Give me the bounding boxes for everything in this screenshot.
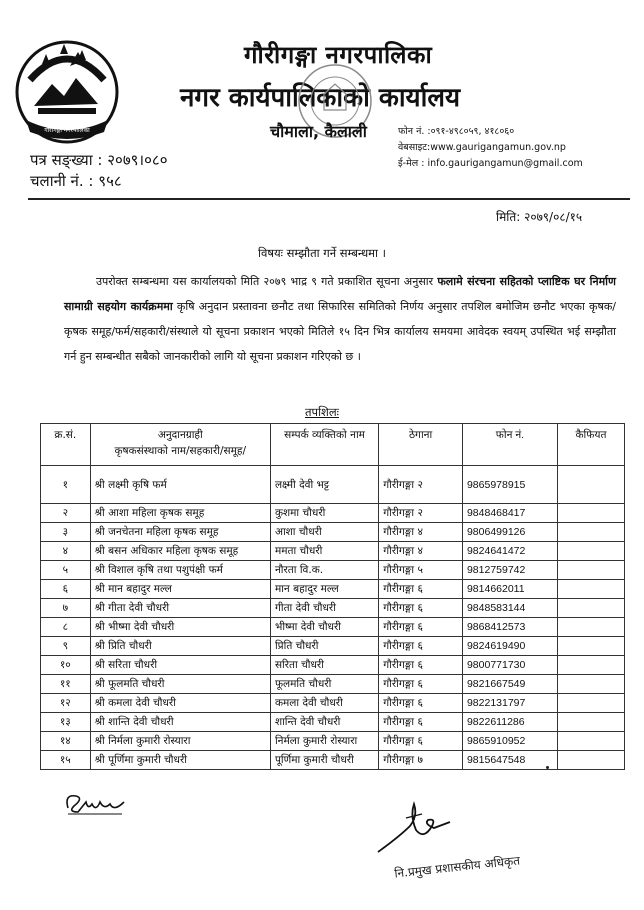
cell-sn: ४ [41, 542, 91, 561]
cell-contact: गीता देवी चौधरी [270, 599, 378, 618]
office-location: चौमाला, कैलाली [270, 122, 367, 141]
cell-phone: 9868412573 [462, 618, 557, 637]
cell-remarks [557, 713, 624, 732]
table-row [41, 580, 625, 599]
cell-name: श्री विशाल कृषि तथा पशुपंक्षी फर्म [90, 561, 270, 580]
cell-address: गौरीगङ्गा ६ [379, 675, 463, 694]
letter-no-value: २०७९।०८० [107, 151, 168, 169]
cell-name: श्री आशा महिला कृषक समूह [90, 504, 270, 523]
letter-body [64, 269, 616, 369]
body-text-part2: कृषि अनुदान प्रस्तावना छनौट तथा सिफारिस समितिको निर्णय अनुसार तपशिल बमोजिम छनौट भएका कृषक/कृषक समूह/फर्म/सहकारी/संस्थाले यो सूचना प्रकाशन भएको मितिले १५ दिन भित्र कार्यालय समयमा आवेदक स्वयम् उपस्थित भई सम्झौता गर्न हुन सम्बन्धीत सबैको जानकारीको लागि यो सूचना प्रकाशन गरिएको छ । [64, 300, 616, 363]
body-text-bold: फलामे संरचना सहितको प्लाष्टिक घर निर्माण सामाग्री सहयोग कार्यक्रममा [64, 275, 616, 313]
website-link[interactable]: वेबसाइट:www.gaurigangamun.gov.np [398, 142, 566, 153]
cell-sn: १३ [41, 713, 91, 732]
cell-sn: ७ [41, 599, 91, 618]
cell-remarks [557, 561, 624, 580]
letter-date: मिति: २०७९/०८/१५ [496, 210, 583, 224]
cell-remarks [557, 675, 624, 694]
email-link[interactable]: ई-मेल : info.gaurigangamun@gmail.com [398, 158, 583, 169]
cell-contact: आशा चौधरी [270, 523, 378, 542]
cell-name: श्री जनचेतना महिला कृषक समूह [90, 523, 270, 542]
cell-sn: १५ [41, 751, 91, 770]
cell-phone: 9821667549 [462, 675, 557, 694]
cell-name: श्री शान्ति देवी चौधरी [90, 713, 270, 732]
col-header-sn: क्र.सं. [41, 424, 91, 466]
cell-sn: ११ [41, 675, 91, 694]
cell-remarks [557, 523, 624, 542]
cell-name: श्री कमला देवी चौधरी [90, 694, 270, 713]
cell-address: गौरीगङ्गा ६ [379, 694, 463, 713]
cell-contact: कमला देवी चौधरी [270, 694, 378, 713]
cell-address: गौरीगङ्गा ५ [379, 561, 463, 580]
body-text-part1: उपरोक्त सम्बन्धमा यस कार्यालयको मिति २०७९ भाद्र ९ गते प्रकाशित सूचना अनुसार [96, 275, 438, 288]
cell-phone: 9815647548 [462, 751, 557, 770]
cell-address: गौरीगङ्गा ६ [379, 713, 463, 732]
table-row [41, 523, 625, 542]
cell-address: गौरीगङ्गा २ [379, 504, 463, 523]
emblem-ribbon-text: गौरीगङ्गा नगरपालिका [44, 127, 90, 134]
table-row [41, 656, 625, 675]
handwritten-signature-officer [370, 796, 458, 858]
cell-remarks [557, 580, 624, 599]
col-header-phone: फोन नं. [462, 424, 557, 466]
cell-contact: निर्मला कुमारी रोस्यारा [270, 732, 378, 751]
cell-name: श्री गीता देवी चौधरी [90, 599, 270, 618]
cell-remarks [557, 599, 624, 618]
table-row [41, 732, 625, 751]
cell-phone: 9824641472 [462, 542, 557, 561]
cell-name: श्री मान बहादुर मल्ल [90, 580, 270, 599]
cell-address: गौरीगङ्गा ४ [379, 523, 463, 542]
cell-contact: लक्ष्मी देवी भट्ट [270, 466, 378, 504]
cell-remarks [557, 504, 624, 523]
handwritten-signature-left [62, 790, 132, 820]
cell-address: गौरीगङ्गा ६ [379, 599, 463, 618]
cell-phone: 9800771730 [462, 656, 557, 675]
phone-number: फोन नं. :०९१-४९८०५९, ४१८०६० [398, 126, 515, 137]
cell-contact: भीष्मा देवी चौधरी [270, 618, 378, 637]
cell-remarks [557, 656, 624, 675]
cell-name: श्री प्रिति चौधरी [90, 637, 270, 656]
cell-phone: 9812759742 [462, 561, 557, 580]
table-row [41, 599, 625, 618]
cell-address: गौरीगङ्गा ७ [379, 751, 463, 770]
cell-phone: 9865910952 [462, 732, 557, 751]
cell-phone: 9848583144 [462, 599, 557, 618]
cell-contact: सरिता चौधरी [270, 656, 378, 675]
cell-sn: १० [41, 656, 91, 675]
cell-address: गौरीगङ्गा ६ [379, 732, 463, 751]
col-header-remarks: कैफियत [557, 424, 624, 466]
table-row [41, 618, 625, 637]
cell-remarks [557, 637, 624, 656]
cell-sn: ५ [41, 561, 91, 580]
col-header-name-line2: कृषकसंस्थाको नाम/सहकारी/समूह/ [114, 445, 247, 457]
nepal-emblem-logo [12, 36, 122, 144]
cell-sn: २ [41, 504, 91, 523]
cell-remarks [557, 618, 624, 637]
cell-address: गौरीगङ्गा ६ [379, 618, 463, 637]
contact-block [398, 124, 583, 172]
cell-remarks [557, 542, 624, 561]
cell-contact: ममता चौधरी [270, 542, 378, 561]
cell-phone: 9814662011 [462, 580, 557, 599]
cell-phone: 9806499126 [462, 523, 557, 542]
cell-phone: 9822611286 [462, 713, 557, 732]
office-name: नगर कार्यपालिकाको कार्यालय [180, 83, 461, 113]
cell-sn: १ [41, 466, 91, 504]
body-paragraph [64, 269, 616, 369]
cell-name: श्री निर्मला कुमारी रोस्यारा [90, 732, 270, 751]
cell-address: गौरीगङ्गा ४ [379, 542, 463, 561]
cell-sn: ३ [41, 523, 91, 542]
header-divider [28, 198, 630, 200]
table-body [41, 466, 625, 770]
cell-address: गौरीगङ्गा ६ [379, 656, 463, 675]
col-header-address: ठेगाना [379, 424, 463, 466]
cell-sn: ६ [41, 580, 91, 599]
col-header-contact: सम्पर्क व्यक्तिको नाम [270, 424, 378, 466]
table-row [41, 637, 625, 656]
cell-name: श्री पूर्णिमा कुमारी चौधरी [90, 751, 270, 770]
cell-phone: 9822131797 [462, 694, 557, 713]
table-header-row [41, 424, 625, 466]
cell-remarks [557, 694, 624, 713]
cell-sn: ९ [41, 637, 91, 656]
municipality-name: गौरीगङ्गा नगरपालिका [244, 41, 433, 69]
cell-address: गौरीगङ्गा २ [379, 466, 463, 504]
officer-designation: नि.प्रमुख प्रशासकीय अधिकृत [393, 853, 521, 881]
cell-contact: नौरता वि.क. [270, 561, 378, 580]
cell-address: गौरीगङ्गा ६ [379, 637, 463, 656]
cell-phone: 9848468417 [462, 504, 557, 523]
cell-name: श्री सरिता चौधरी [90, 656, 270, 675]
cell-name: श्री बसन अधिकार महिला कृषक समूह [90, 542, 270, 561]
cell-sn: १४ [41, 732, 91, 751]
table-row [41, 466, 625, 504]
cell-name: श्री भीष्मा देवी चौधरी [90, 618, 270, 637]
cell-contact: प्रिति चौधरी [270, 637, 378, 656]
table-row [41, 504, 625, 523]
letter-subject: विषयः सम्झौता गर्ने सम्बन्धमा । [257, 246, 387, 260]
dispatch-no-label: चलानी नं. : [30, 172, 94, 190]
cell-contact: फूलमति चौधरी [270, 675, 378, 694]
table-title: तपशिलः [304, 405, 339, 419]
stray-mark [546, 766, 549, 769]
cell-name: श्री लक्ष्मी कृषि फर्म [90, 466, 270, 504]
cell-name: श्री फूलमति चौधरी [90, 675, 270, 694]
cell-contact: शान्ति देवी चौधरी [270, 713, 378, 732]
dispatch-no-value: ९५८ [98, 172, 122, 190]
cell-phone: 9824619490 [462, 637, 557, 656]
reference-block [30, 150, 168, 192]
cell-contact: कुशमा चौधरी [270, 504, 378, 523]
table-row [41, 542, 625, 561]
cell-contact: पूर्णिमा कुमारी चौधरी [270, 751, 378, 770]
table-row [41, 713, 625, 732]
cell-remarks [557, 466, 624, 504]
cell-remarks [557, 751, 624, 770]
table-row [41, 694, 625, 713]
table-row [41, 561, 625, 580]
cell-sn: ८ [41, 618, 91, 637]
col-header-name-line1: अनुदानग्राही [157, 429, 203, 441]
beneficiary-table [40, 423, 625, 770]
cell-sn: १२ [41, 694, 91, 713]
table-row [41, 675, 625, 694]
col-header-name [90, 424, 270, 466]
cell-phone: 9865978915 [462, 466, 557, 504]
letter-no-label: पत्र सङ्ख्या : [30, 151, 103, 169]
cell-remarks [557, 732, 624, 751]
cell-contact: मान बहादुर मल्ल [270, 580, 378, 599]
table-row [41, 751, 625, 770]
cell-address: गौरीगङ्गा ६ [379, 580, 463, 599]
